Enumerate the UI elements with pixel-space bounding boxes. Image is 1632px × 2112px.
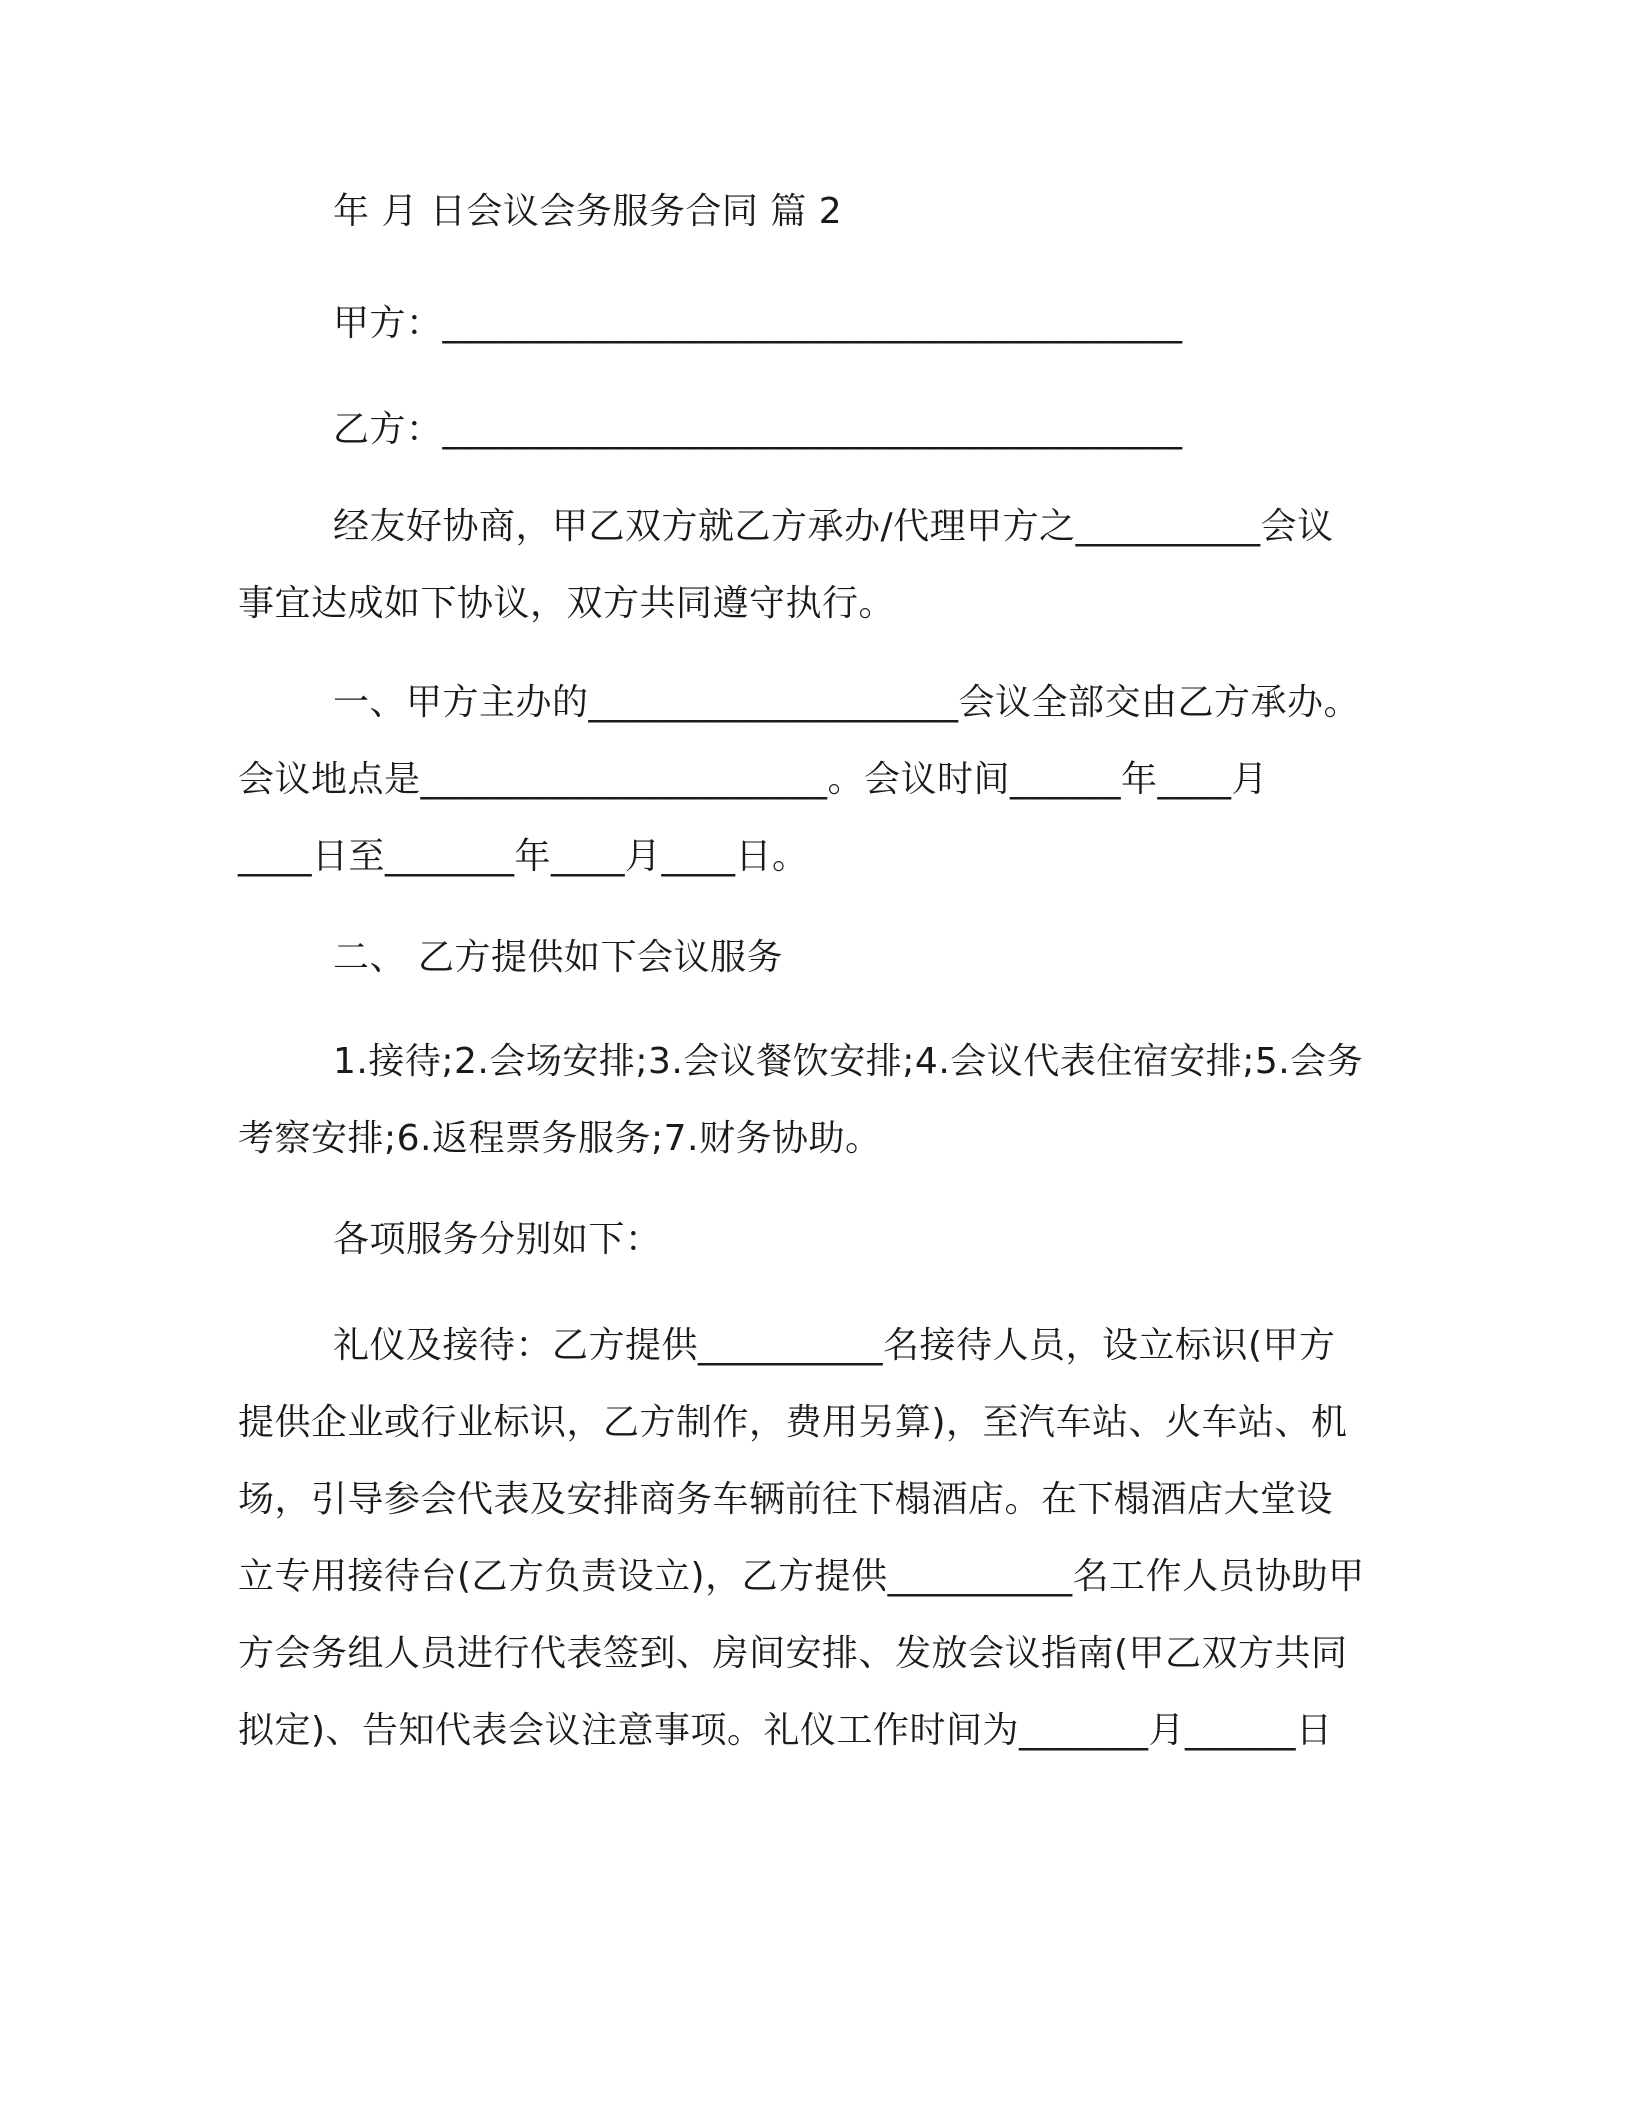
intro-line-1: 经友好协商，甲乙双方就乙方承办/代理甲方之__________会议 [333, 506, 1334, 547]
reception-line-6: 拟定)、告知代表会议注意事项。礼仪工作时间为_______月______日 [238, 1710, 1333, 1751]
party-b-line: 乙方：________________________________________ [333, 409, 1183, 450]
section1-line-3: ____日至_______年____月____日。 [238, 836, 809, 877]
reception-line-4: 立专用接待台(乙方负责设立)，乙方提供__________名工作人员协助甲 [238, 1556, 1365, 1597]
services-detail-heading: 各项服务分别如下： [333, 1219, 662, 1260]
document-title: 年 月 日会议会务服务合同 篇 2 [333, 191, 843, 232]
services-line-1: 1.接待;2.会场安排;3.会议餐饮安排;4.会议代表住宿安排;5.会务 [333, 1041, 1364, 1082]
reception-line-3: 场，引导参会代表及安排商务车辆前往下榻酒店。在下榻酒店大堂设 [238, 1479, 1334, 1520]
reception-line-5: 方会务组人员进行代表签到、房间安排、发放会议指南(甲乙双方共同 [238, 1633, 1348, 1674]
section2-heading: 二、 乙方提供如下会议服务 [333, 937, 783, 978]
section1-line-1: 一、甲方主办的____________________会议全部交由乙方承办。 [333, 682, 1361, 723]
reception-line-2: 提供企业或行业标识，乙方制作，费用另算)，至汽车站、火车站、机 [238, 1402, 1348, 1443]
section1-line-2: 会议地点是______________________。会议时间______年____月 [238, 759, 1269, 800]
services-line-2: 考察安排;6.返程票务服务;7.财务协助。 [238, 1118, 882, 1159]
party-a-line: 甲方：________________________________________ [333, 303, 1183, 344]
intro-line-2: 事宜达成如下协议，双方共同遵守执行。 [238, 583, 896, 624]
reception-line-1: 礼仪及接待：乙方提供__________名接待人员，设立标识(甲方 [333, 1325, 1336, 1366]
